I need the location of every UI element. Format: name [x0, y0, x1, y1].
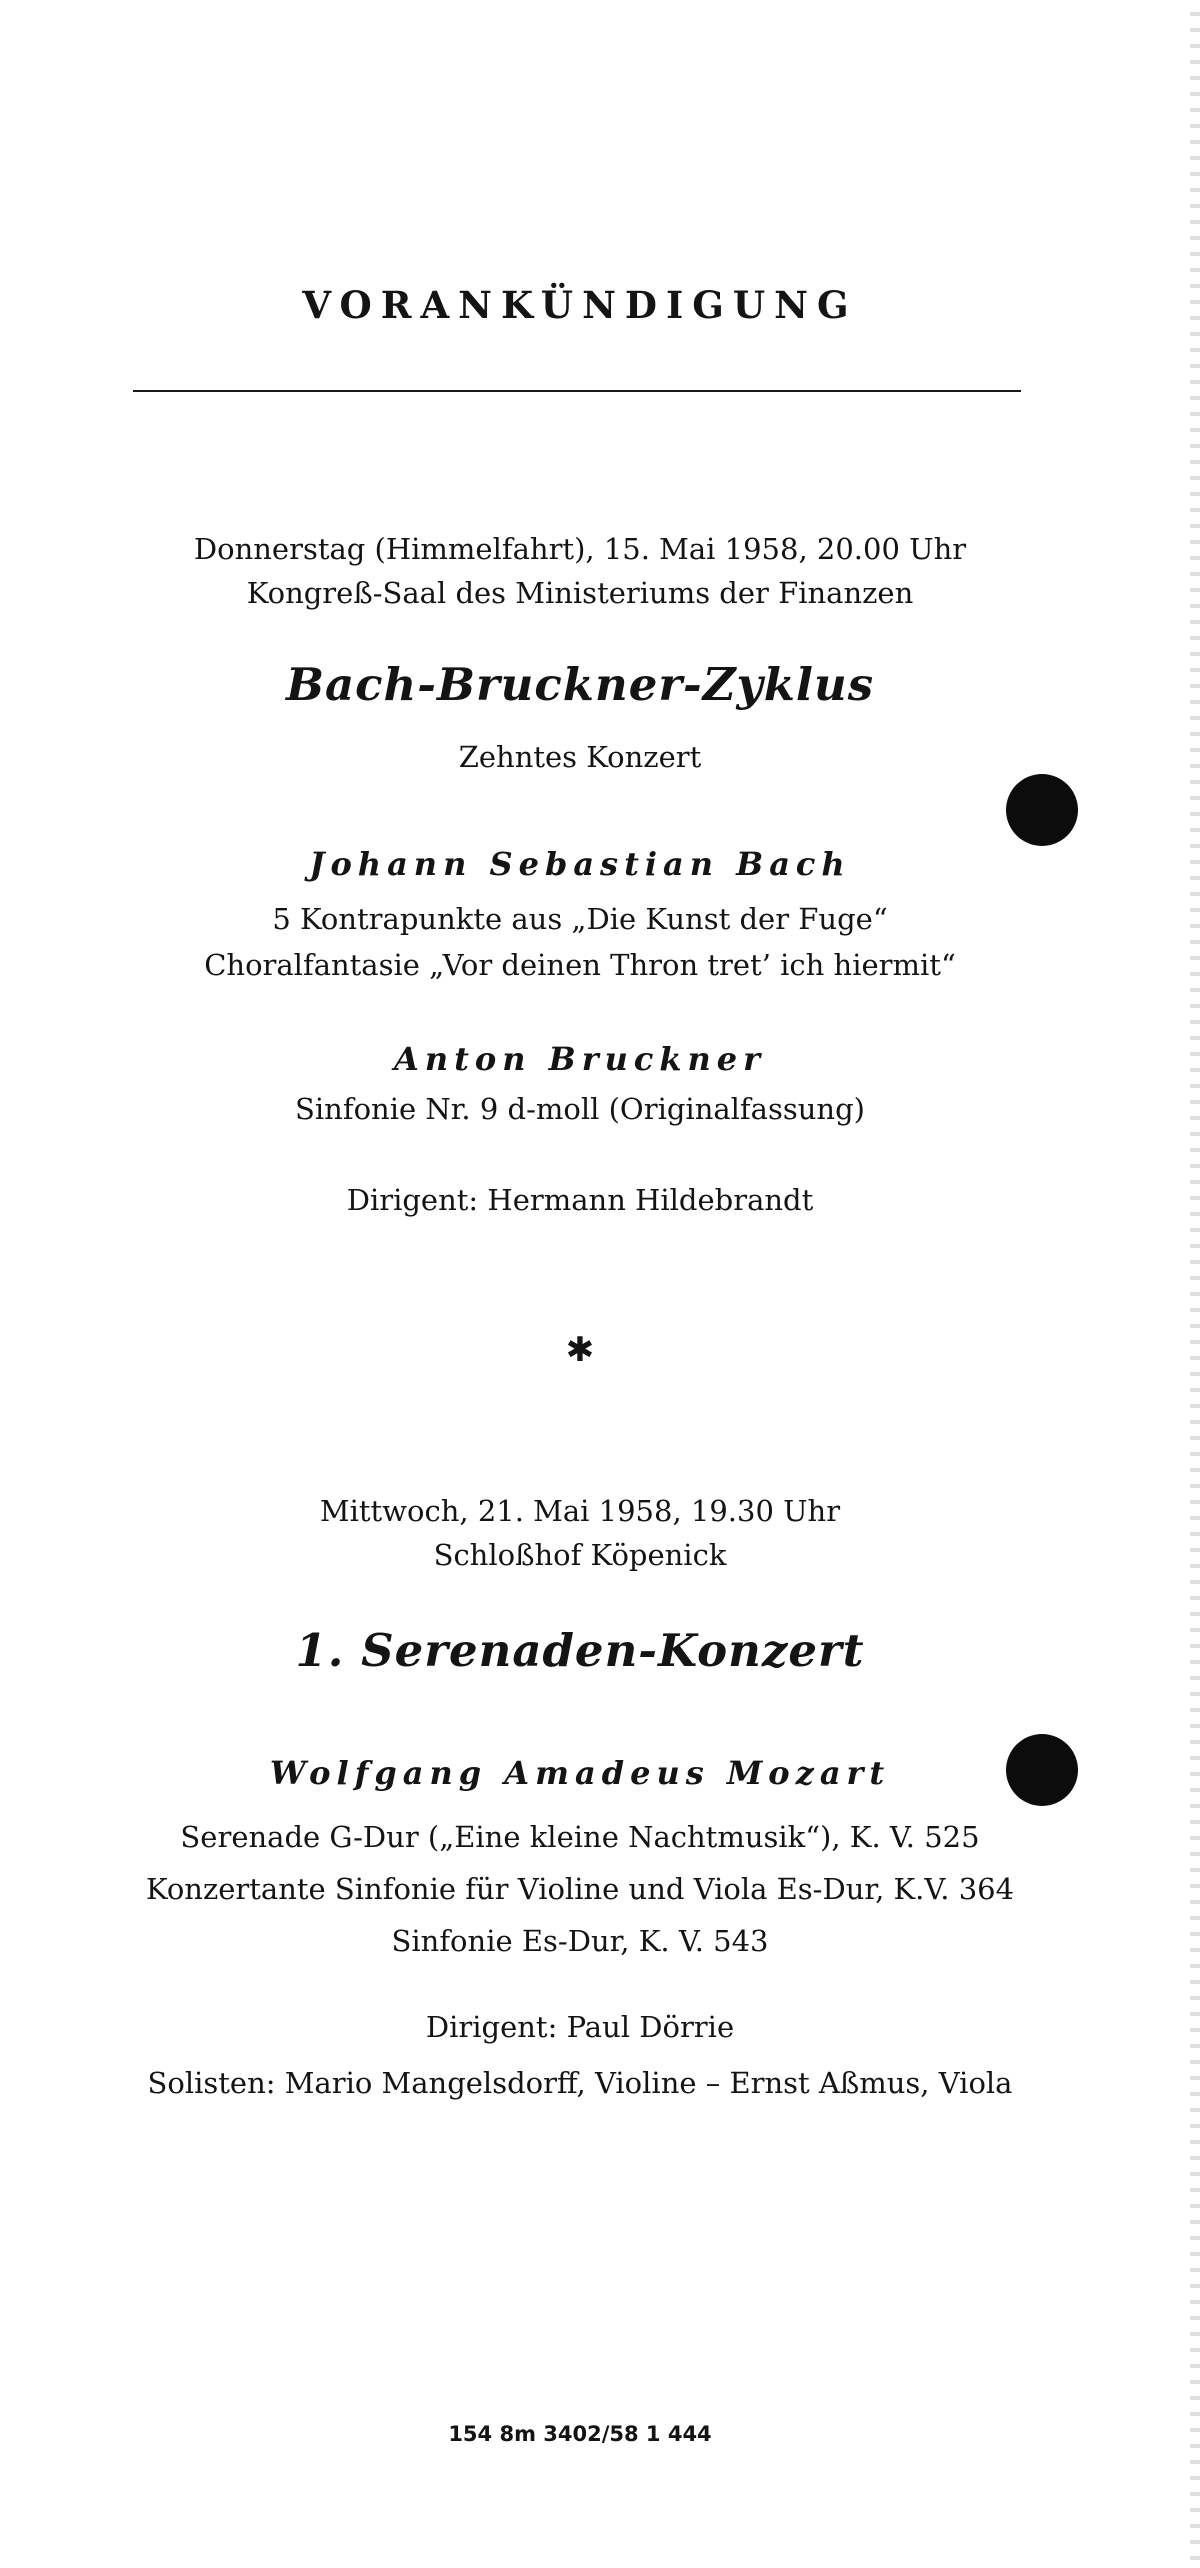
punch-hole-upper: [1006, 774, 1078, 846]
concert2-work-serenade: Serenade G-Dur („Eine kleine Nachtmusik“), K. V. 525: [180, 1820, 980, 1854]
concert1-date: Donnerstag (Himmelfahrt), 15. Mai 1958, 20.00 Uhr: [193, 532, 967, 566]
concert1-work-choralfantasie: Choralfantasie „Vor deinen Thron tret’ ich hiermit“: [204, 948, 956, 982]
concert2-work-sinfonie: Sinfonie Es-Dur, K. V. 543: [391, 1924, 769, 1958]
concert1-composer-bruckner: Anton Bruckner: [394, 1040, 766, 1078]
concert1-composer-bach: Johann Sebastian Bach: [309, 845, 851, 883]
concert1-subtitle: Zehntes Konzert: [458, 740, 702, 774]
concert2-title: 1. Serenaden-Konzert: [295, 1624, 865, 1677]
concert1-conductor: Dirigent: Hermann Hildebrandt: [346, 1183, 814, 1217]
separator-ornament: ✱: [565, 1330, 595, 1370]
heading-divider: [133, 390, 1021, 392]
print-code-footer: 154 8m 3402/58 1 444: [448, 2422, 712, 2446]
concert1-work-kunst-der-fuge: 5 Kontrapunkte aus „Die Kunst der Fuge“: [272, 902, 888, 936]
concert1-venue: Kongreß-Saal des Ministeriums der Finanzen: [246, 576, 914, 610]
concert2-conductor: Dirigent: Paul Dörrie: [425, 2010, 735, 2044]
concert1-work-sinfonie9: Sinfonie Nr. 9 d-moll (Originalfassung): [295, 1092, 865, 1126]
concert2-soloists: Solisten: Mario Mangelsdorff, Violine – Ernst Aßmus, Viola: [147, 2066, 1013, 2100]
punch-hole-lower: [1006, 1734, 1078, 1806]
concert2-date: Mittwoch, 21. Mai 1958, 19.30 Uhr: [319, 1494, 841, 1528]
perforated-edge: [1190, 0, 1200, 2568]
concert2-work-konzertante: Konzertante Sinfonie für Violine und Viola Es-Dur, K.V. 364: [145, 1872, 1015, 1906]
concert2-venue: Schloßhof Köpenick: [433, 1538, 727, 1572]
concert2-composer-mozart: Wolfgang Amadeus Mozart: [269, 1754, 891, 1792]
page-heading: VORANKÜNDIGUNG: [302, 283, 858, 327]
concert1-title: Bach-Bruckner-Zyklus: [285, 658, 875, 711]
